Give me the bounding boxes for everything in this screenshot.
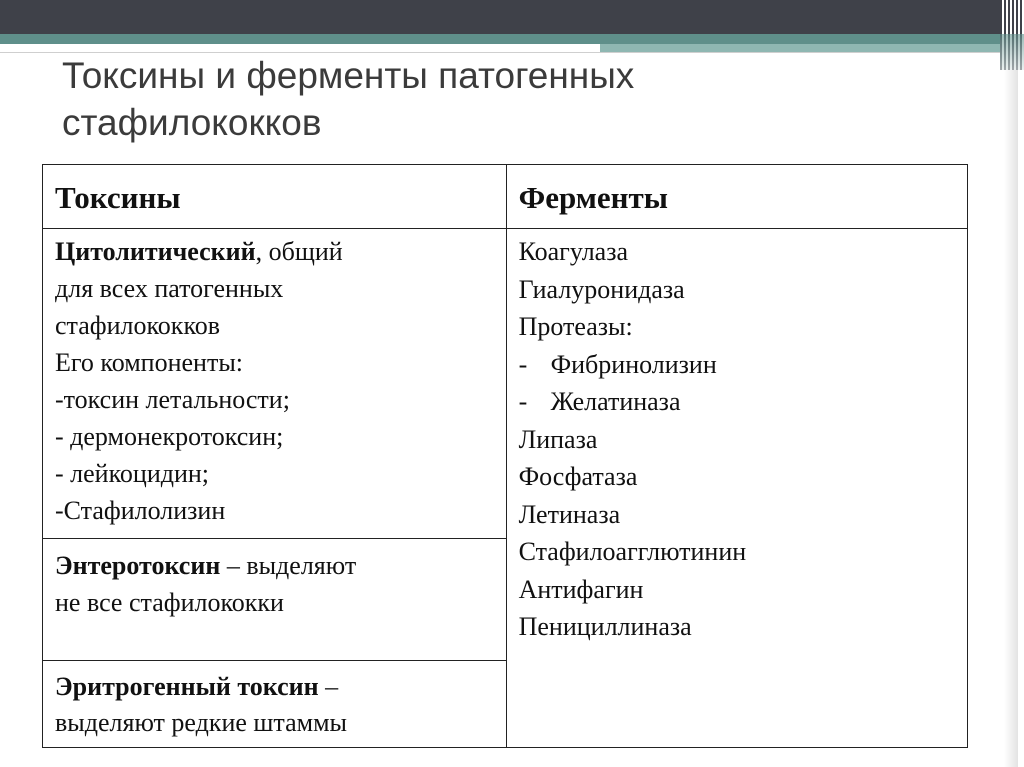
toxin-enterotoxin-name: Энтеротоксин	[55, 551, 221, 580]
toxin-cytolytic-component: -токсин летальности;	[55, 385, 290, 414]
enzyme-sub-item	[519, 383, 955, 421]
enzyme-item: Коагулаза	[518, 237, 629, 266]
toxin-cytolytic-line: Его компоненты:	[55, 348, 244, 377]
toxin-cytolytic-component: -Стафилолизин	[55, 496, 226, 525]
header-enzymes: Ферменты	[506, 165, 967, 229]
enzyme-item: Протеазы:	[518, 312, 633, 341]
toxin-cytolytic-component: - дермонекротоксин;	[55, 422, 284, 451]
toxins-enzymes-table	[42, 164, 968, 748]
enzyme-item: Летиназа	[518, 499, 621, 529]
enzyme-sub-item-label: Фибринолизин	[550, 349, 717, 379]
enzyme-item: Пенициллиназа	[518, 612, 692, 641]
table-row	[43, 229, 968, 539]
enzyme-sub-item-label: Желатиназа	[550, 387, 681, 416]
toxin-cytolytic-line: стафилококков	[55, 311, 221, 340]
enzymes-cell	[506, 229, 967, 748]
toxin-cytolytic-component: - лейкоцидин;	[55, 459, 210, 488]
enzyme-item: Гиалуронидаза	[518, 274, 685, 304]
toxin-cytolytic-desc: , общий	[255, 237, 343, 266]
enzyme-item: Антифагин	[518, 574, 644, 604]
page-edge-shadow	[1004, 70, 1018, 767]
toxin-cytolytic-name: Цитолитический	[55, 237, 256, 266]
toxin-erythrogenic-first-line	[55, 669, 494, 705]
dash-marker: -	[518, 349, 528, 379]
toxin-enterotoxin-desc-line: не все стафилококки	[55, 588, 284, 617]
enzyme-item: Фосфатаза	[518, 462, 638, 491]
slide-title-line-2: стафилококков	[62, 102, 322, 143]
header-band-teal	[0, 34, 1000, 44]
toxin-cytolytic-line: для всех патогенных	[55, 274, 284, 303]
toxin-erythrogenic-cell	[43, 661, 507, 748]
toxin-erythrogenic-desc: –	[318, 672, 339, 701]
dash-marker: -	[518, 387, 528, 416]
toxin-enterotoxin-desc: – выделяют	[220, 551, 357, 580]
header-toxins: Токсины	[43, 165, 507, 229]
toxin-enterotoxin-cell	[43, 539, 507, 661]
enzyme-item: Липаза	[518, 424, 598, 454]
toxin-enterotoxin-first-line	[55, 547, 494, 584]
slide-title-line-1: Токсины и ферменты патогенных	[62, 55, 635, 96]
enzyme-sub-item	[519, 346, 955, 384]
toxin-erythrogenic-desc-line: выделяют редкие штаммы	[55, 708, 348, 737]
header-band-dark	[0, 0, 1000, 34]
toxin-erythrogenic-name: Эритрогенный токсин	[55, 672, 319, 701]
header-band-teal-light	[600, 44, 1000, 52]
enzyme-item: Стафилоагглютинин	[518, 537, 747, 566]
slide-title	[62, 52, 962, 146]
table-header-row	[43, 165, 968, 229]
toxin-cytolytic-first-line	[55, 233, 494, 270]
corner-stripes	[1000, 0, 1024, 70]
toxin-cytolytic-cell	[43, 229, 507, 539]
